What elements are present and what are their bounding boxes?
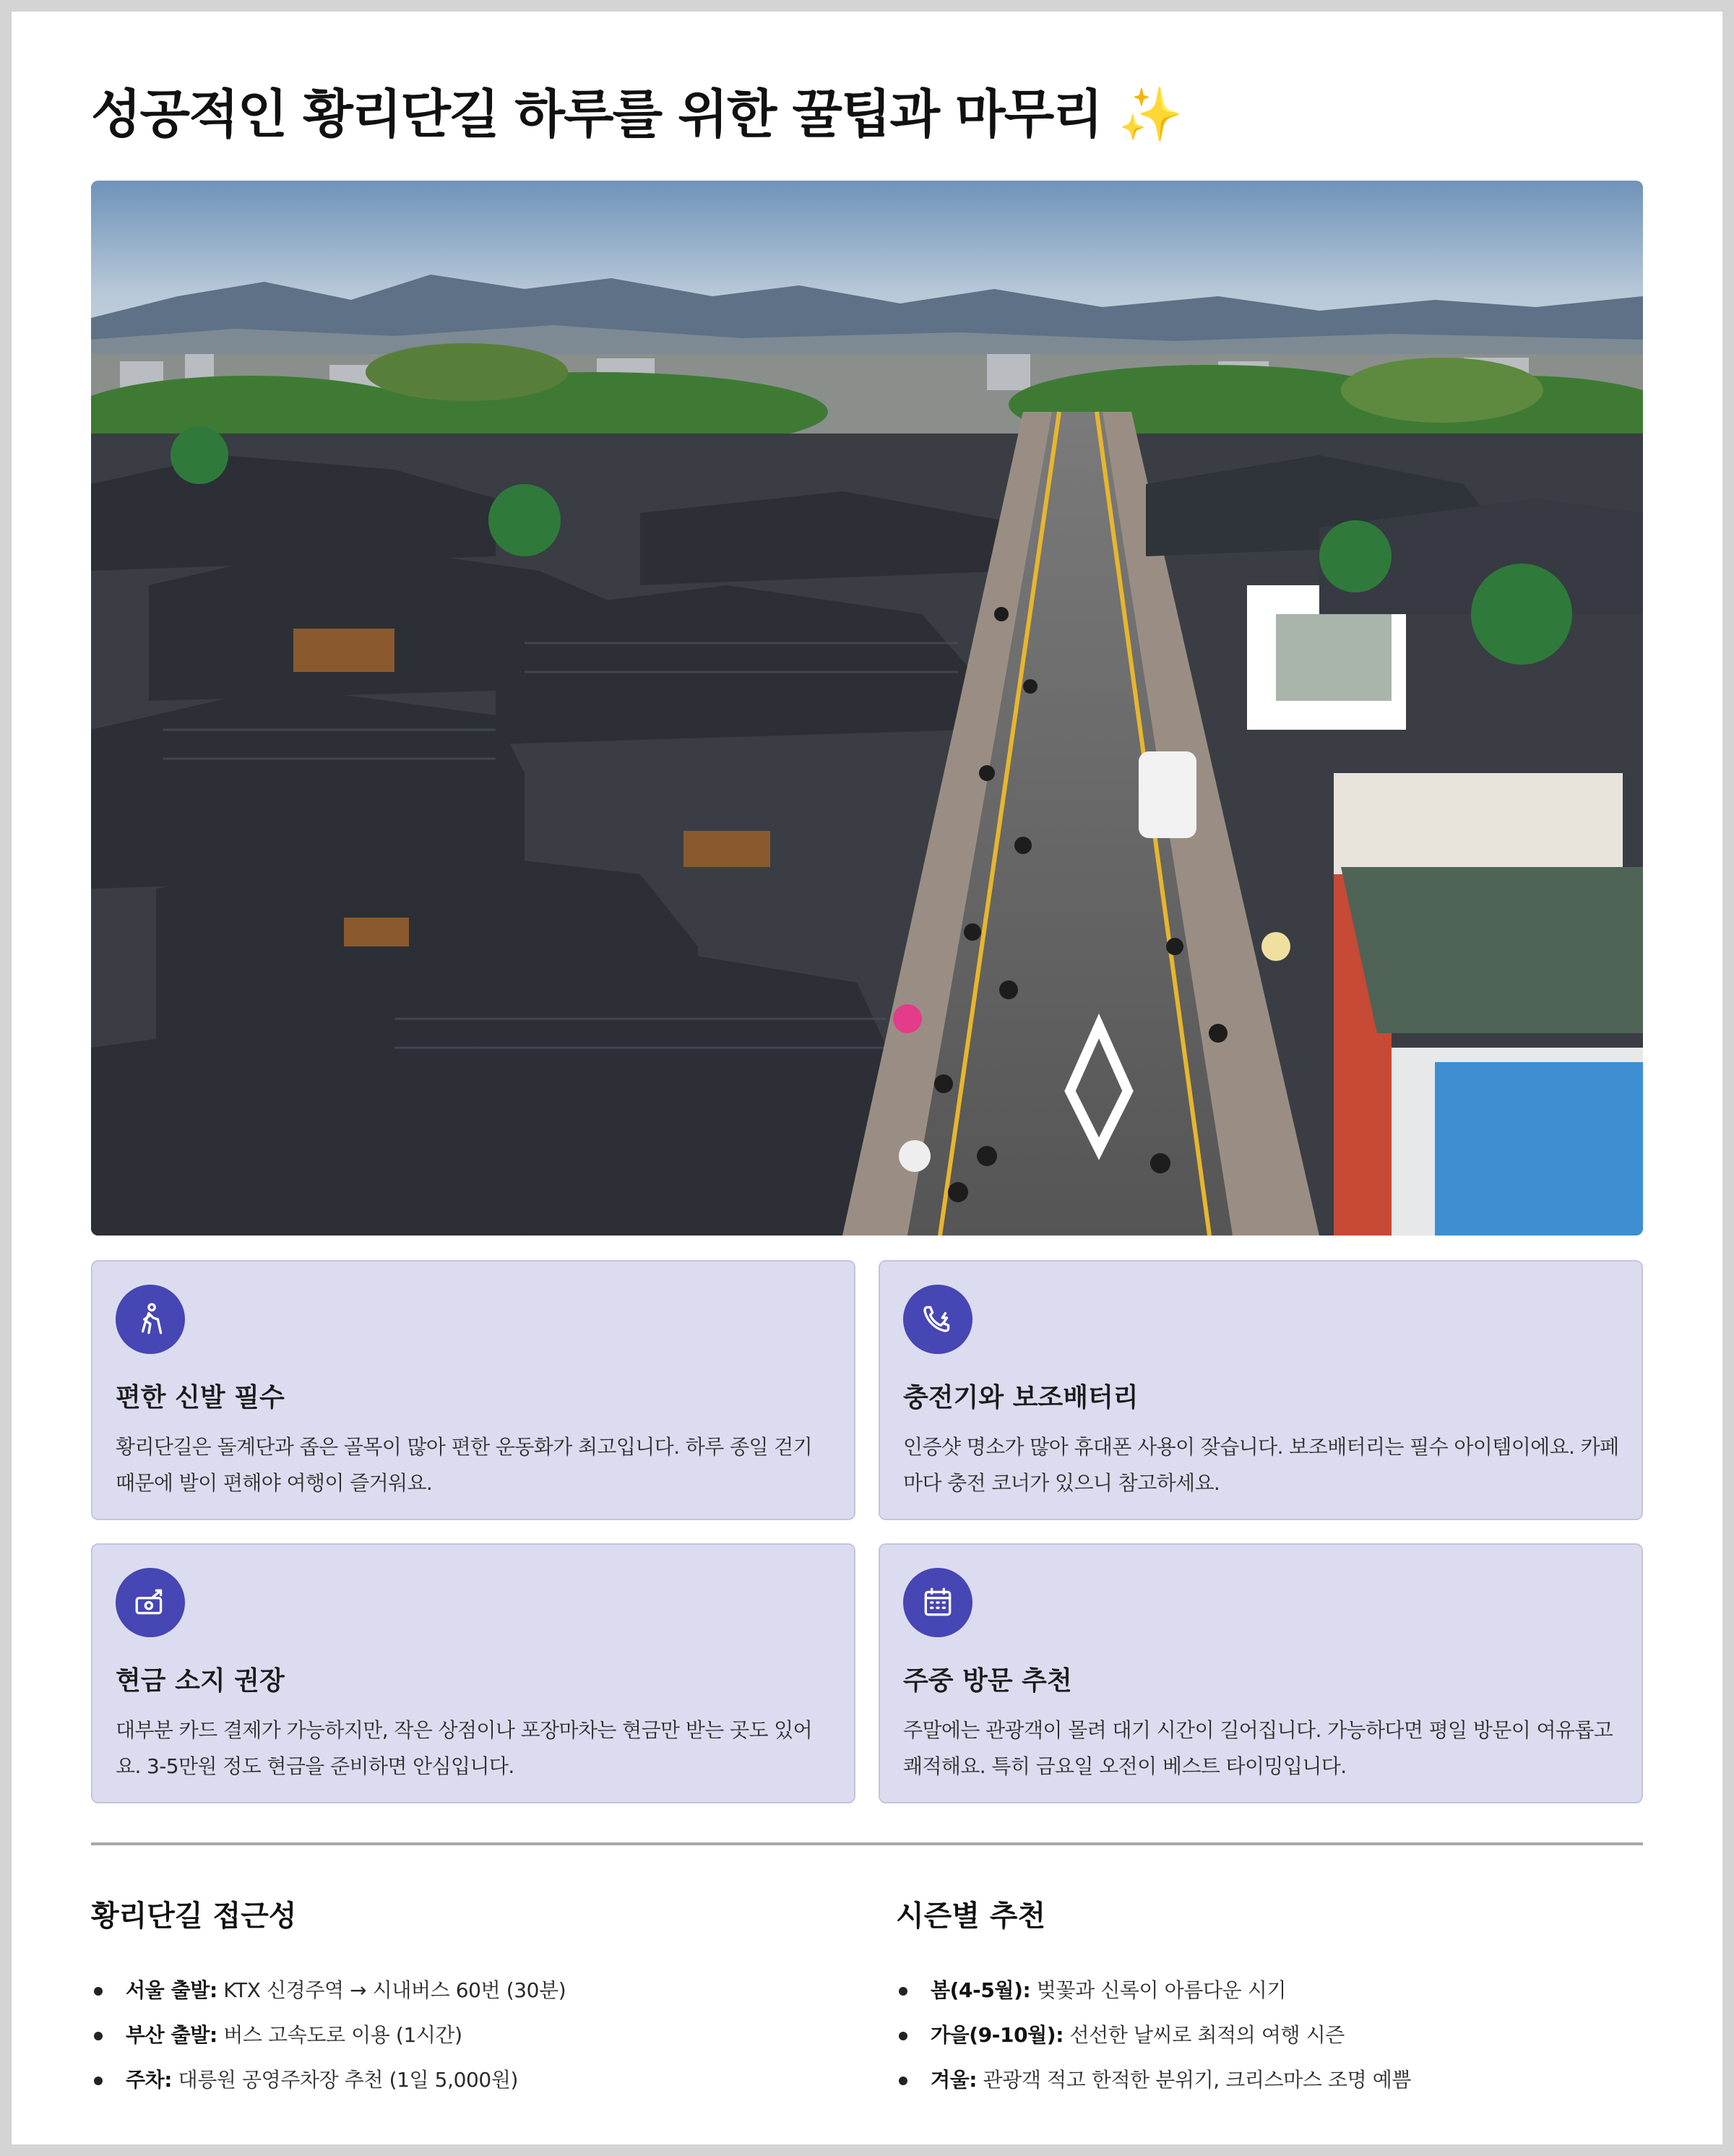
card-text: 주말에는 관광객이 몰려 대기 시간이 길어집니다. 가능하다면 평일 방문이 여유롭고 쾌적해요. 특히 금요일 오전이 베스트 타이밍입니다.	[903, 1718, 1613, 1778]
card-heading: 현금 소지 권장	[116, 1666, 285, 1696]
hero-photo	[91, 181, 1643, 1236]
section-divider	[91, 1842, 1643, 1845]
item-label: 부산 출발:	[126, 2023, 217, 2047]
card-text: 인증샷 명소가 많아 휴대폰 사용이 잦습니다. 보조배터리는 필수 아이템이에요. 카페마다 충전 코너가 있으니 참고하세요.	[903, 1435, 1619, 1495]
list-item	[896, 1968, 1676, 2013]
tip-card-weekday	[879, 1543, 1643, 1803]
item-label: 서울 출발:	[126, 1978, 217, 2002]
season-section	[896, 1893, 1676, 2103]
bullet-icon	[899, 2077, 907, 2085]
item-text: 관광객 적고 한적한 분위기, 크리스마스 조명 예쁨	[977, 2068, 1412, 2092]
item-text: 벚꽃과 신록이 아름다운 시기	[1030, 1978, 1287, 2002]
tip-card-cash	[91, 1543, 855, 1803]
calendar-icon	[903, 1568, 972, 1637]
list-item	[896, 2058, 1676, 2103]
item-label: 봄(4-5월):	[931, 1978, 1031, 2002]
list-item	[91, 2013, 871, 2058]
item-text: 대릉원 공영주차장 추천 (1일 5,000원)	[172, 2068, 518, 2092]
item-text: 버스 고속도로 이용 (1시간)	[217, 2023, 462, 2047]
item-text: 선선한 날씨로 최적의 여행 시즌	[1064, 2023, 1345, 2047]
tip-card-battery	[879, 1260, 1643, 1520]
sparkles-emoji: ✨	[1118, 84, 1182, 145]
card-heading: 편한 신발 필수	[116, 1383, 285, 1413]
access-list	[91, 1968, 871, 2103]
bullet-icon	[899, 2032, 907, 2040]
walking-person-icon	[116, 1285, 185, 1354]
card-heading: 주중 방문 추천	[903, 1666, 1072, 1696]
card-heading: 충전기와 보조배터리	[903, 1383, 1139, 1413]
tip-card-shoes	[91, 1260, 855, 1520]
page-title	[91, 72, 1182, 147]
access-heading: 황리단길 접근성	[91, 1900, 297, 1933]
season-heading: 시즌별 추천	[896, 1900, 1046, 1933]
card-text: 황리단길은 돌계단과 좁은 골목이 많아 편한 운동화가 최고입니다. 하루 종일 걷기 때문에 발이 편해야 여행이 즐거워요.	[116, 1435, 813, 1495]
item-text: KTX 신경주역 → 시내버스 60번 (30분)	[217, 1978, 566, 2002]
phone-charging-icon	[903, 1285, 972, 1354]
item-label: 가을(9-10월):	[931, 2023, 1064, 2047]
page	[12, 12, 1722, 2144]
list-item	[91, 2058, 871, 2103]
page-title-text: 성공적인 황리단길 하루를 위한 꿀팁과 마무리	[91, 84, 1102, 145]
list-item	[896, 2013, 1676, 2058]
item-label: 주차:	[126, 2068, 173, 2092]
bullet-icon	[94, 2032, 103, 2040]
bullet-icon	[94, 2077, 103, 2085]
bullet-icon	[94, 1987, 103, 1996]
item-label: 겨울:	[931, 2068, 978, 2092]
season-list	[896, 1968, 1676, 2103]
bullet-icon	[899, 1987, 907, 1996]
card-text: 대부분 카드 결제가 가능하지만, 작은 상점이나 포장마차는 현금만 받는 곳도 있어요. 3-5만원 정도 현금을 준비하면 안심입니다.	[116, 1718, 813, 1778]
list-item	[91, 1968, 871, 2013]
access-section	[91, 1893, 871, 2103]
hanok-village-street-photo	[91, 181, 1643, 1236]
cash-wallet-icon	[116, 1568, 185, 1637]
